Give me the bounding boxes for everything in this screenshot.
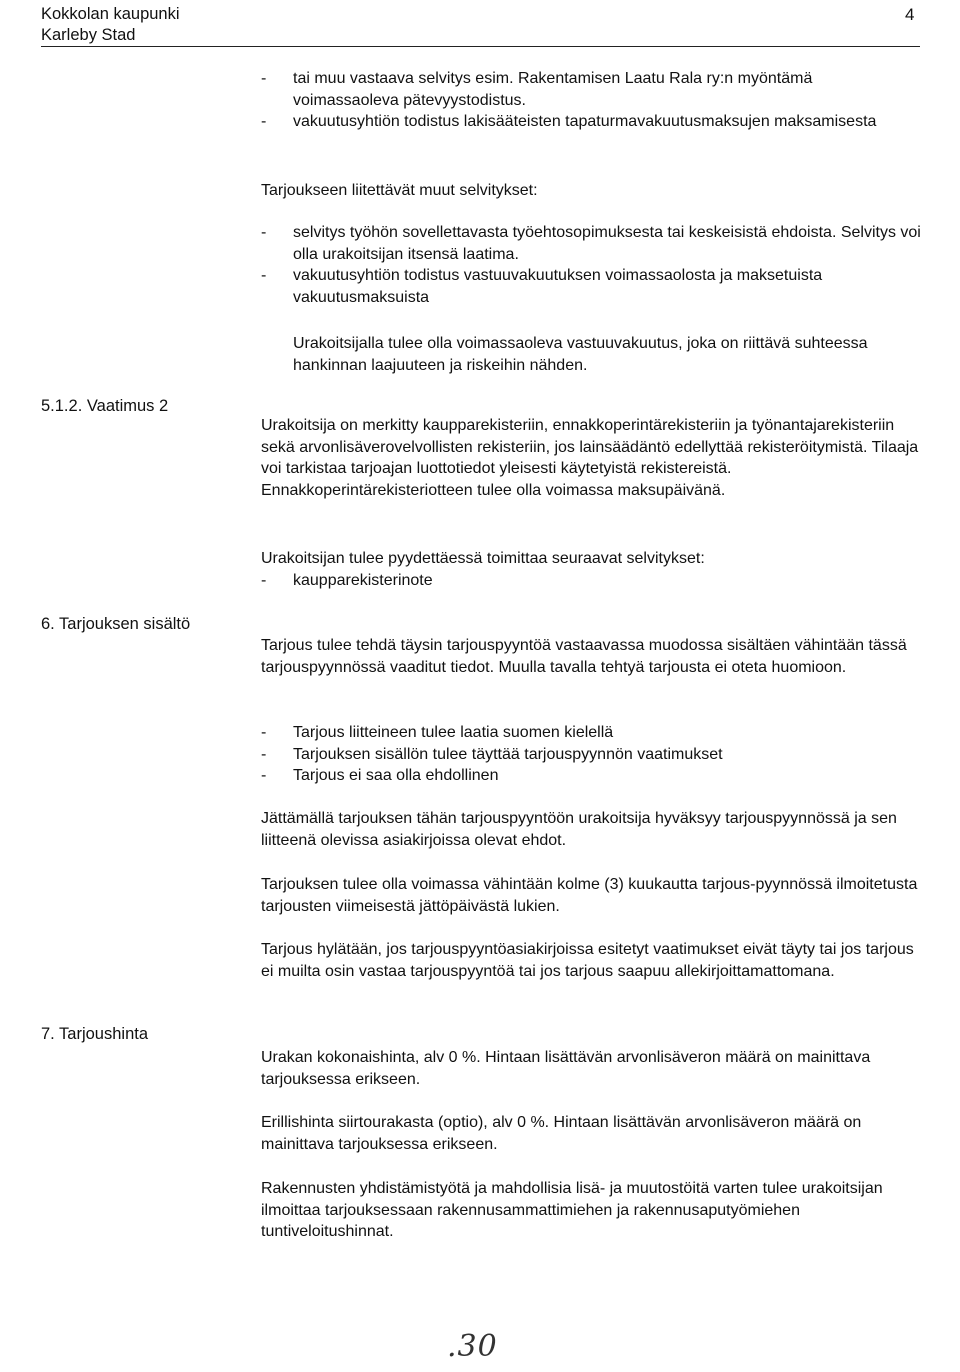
dash-bullet: - bbox=[261, 572, 267, 589]
dash-bullet: - bbox=[261, 224, 267, 241]
section-heading-7: 7. Tarjoushinta bbox=[41, 1025, 149, 1043]
list-item bbox=[261, 570, 921, 592]
validity-paragraph: Tarjouksen tulee olla voimassa vähintään kolme (3) kuukautta tarjous-pyynnössä ilmoitetusta tarjousten viimeisestä jättöpäivästä lukien. bbox=[261, 876, 918, 915]
rejection-paragraph: Tarjous hylätään, jos tarjouspyyntöasiakirjoissa esitetyt vaatimukset eivät täyty tai jos tarjous ei muilta osin vastaa tarjouspyyntöä tai jos tarjous saapuu allekirjoittamattomana. bbox=[261, 941, 914, 980]
org-name-fi: Kokkolan kaupunki bbox=[41, 5, 180, 23]
handwritten-page-mark: .30 bbox=[447, 1329, 498, 1364]
org-name-sv: Karleby Stad bbox=[41, 26, 136, 44]
list-item-text: Tarjouksen sisällön tulee täyttää tarjouspyynnön vaatimukset bbox=[293, 746, 723, 763]
header-divider bbox=[41, 46, 920, 47]
list-item-text: kaupparekisterinote bbox=[293, 572, 433, 589]
list-item-text: tai muu vastaava selvitys esim. Rakentamisen Laatu Rala ry:n myöntämä voimassaoleva pätevyystodistus. bbox=[293, 70, 813, 109]
requirement-2-request-intro: Urakoitsijan tulee pyydettäessä toimittaa seuraavat selvitykset: bbox=[261, 550, 705, 567]
acceptance-paragraph: Jättämällä tarjouksen tähän tarjouspyyntöön urakoitsija hyväksyy tarjouspyynnössä ja sen liitteenä olevissa asiakirjoissa olevat ehdot. bbox=[261, 810, 897, 849]
list-item bbox=[261, 222, 921, 265]
dash-bullet: - bbox=[261, 746, 267, 763]
page-number: 4 bbox=[905, 5, 915, 24]
offer-content-paragraph: Tarjous tulee tehdä täysin tarjouspyyntöä vastaavassa muodossa sisältäen vähintään tässä tarjouspyynnössä vaaditut tiedot. Muulla tavalla tehtyä tarjousta ei oteta huomioon. bbox=[261, 637, 907, 676]
list-item-text: Tarjous liitteineen tulee laatia suomen kielellä bbox=[293, 724, 614, 741]
dash-bullet: - bbox=[261, 113, 267, 130]
list-item-text: vakuutusyhtiön todistus vastuuvakuutuksen voimassaolosta ja maksetuista vakuutusmaksuista bbox=[293, 267, 823, 306]
list-item bbox=[261, 744, 921, 766]
list-item-text: selvitys työhön sovellettavasta työehtosopimuksesta tai keskeisistä ehdoista. Selvitys voi olla urakoitsijan itsensä laatima. bbox=[293, 224, 921, 263]
list-item-text: Tarjous ei saa olla ehdollinen bbox=[293, 767, 499, 784]
total-price-paragraph: Urakan kokonaishinta, alv 0 %. Hintaan lisättävän arvonlisäveron määrä on mainittava tarjouksessa erikseen. bbox=[261, 1049, 871, 1088]
dash-bullet: - bbox=[261, 267, 267, 284]
list-item bbox=[261, 68, 921, 111]
dash-bullet: - bbox=[261, 724, 267, 741]
organization-header bbox=[41, 4, 180, 46]
list-item-text: vakuutusyhtiön todistus lakisääteisten tapaturmavakuutusmaksujen maksamisesta bbox=[293, 113, 877, 130]
section-heading-5-1-2: 5.1.2. Vaatimus 2 bbox=[41, 397, 169, 415]
list-item bbox=[261, 722, 921, 744]
dash-bullet: - bbox=[261, 767, 267, 784]
list-item bbox=[261, 111, 921, 133]
section-heading-6: 6. Tarjouksen sisältö bbox=[41, 615, 191, 633]
liability-insurance-note: Urakoitsijalla tulee olla voimassaoleva vastuuvakuutus, joka on riittävä suhteessa hankinnan laajuuteen ja riskeihin nähden. bbox=[293, 335, 868, 374]
list-item bbox=[261, 765, 921, 787]
attachments-intro: Tarjoukseen liitettävät muut selvitykset: bbox=[261, 182, 538, 199]
list-item bbox=[261, 265, 921, 308]
option-price-paragraph: Erillishinta siirtourakasta (optio), alv 0 %. Hintaan lisättävän arvonlisäveron määrä on mainittava tarjouksessa erikseen. bbox=[261, 1114, 862, 1153]
requirement-2-paragraph: Urakoitsija on merkitty kaupparekisteriin, ennakkoperintärekisteriin ja työnantajarekisteriin sekä arvonlisäverovelvollisten rekisteriin, jos lainsäädäntö edellyttää rekisteröitymistä. Tilaaja voi tarkistaa tarjoajan luottotiedot yleisesti käytetyistä rekistereistä. Ennakkoperintärekisteriotteen tulee olla voimassa maksupäivänä. bbox=[261, 417, 919, 499]
dash-bullet: - bbox=[261, 70, 267, 87]
hourly-rates-paragraph: Rakennusten yhdistämistyötä ja mahdollisia lisä- ja muutostöitä varten tulee urakoitsijan ilmoittaa tarjouksessaan rakennusammattimiehen ja rakennusaputyömiehen tuntiveloitushinnat. bbox=[261, 1180, 883, 1240]
